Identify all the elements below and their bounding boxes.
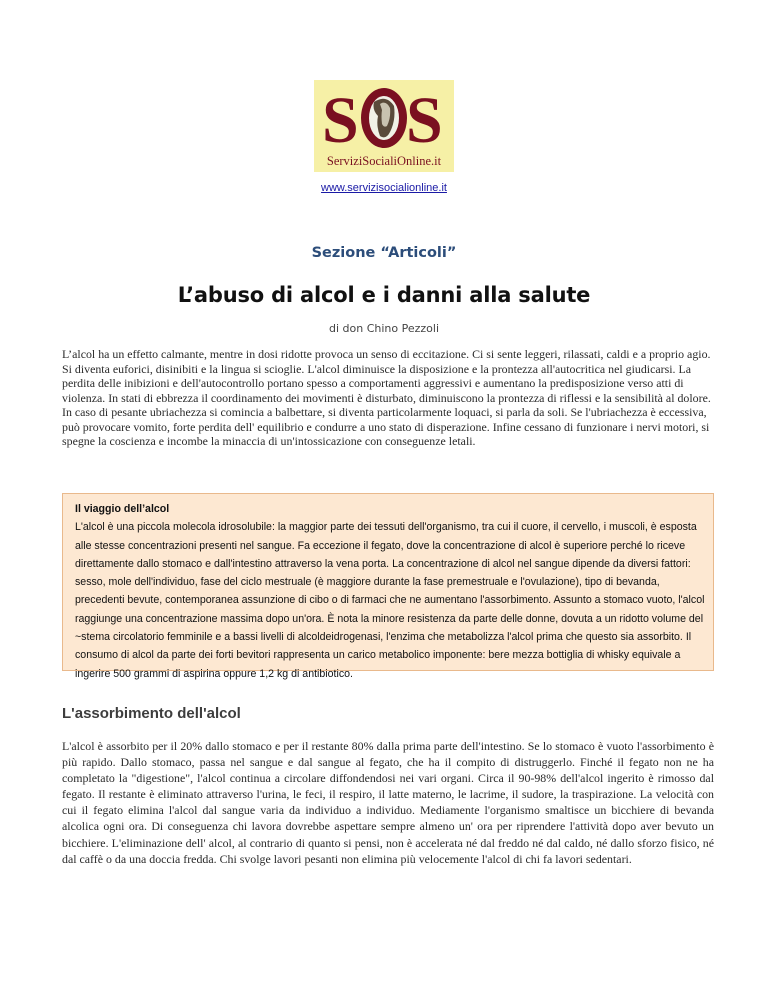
svg-text:S: S xyxy=(406,84,443,157)
info-box xyxy=(62,493,714,680)
intro-paragraph: L’alcol ha un effetto calmante, mentre in dosi ridotte provoca un senso di eccitazione. Ci si sente leggeri, rilassati, caldi e a proprio agio. Si diventa euforici, disinibiti e la lingua si scioglie. L'alcol diminuisce la disposizione e la prontezza all'autocritica nel giudicarsi. La perdita delle inibizioni e dell'autocontrollo portano spesso a comportamenti aggressivi e aumentano la predisposizione verso atti di violenza. In stati di ebbrezza il coordinamento dei movimenti è disturbato, diminuiscono la prontezza di riflessi e la sensibilità al dolore. In caso di pesante ubriachezza si comincia a balbettare, si diventa particolarmente loquaci, si parla da soli. Se l'ubriachezza è eccessiva, può provocare vomito, forte perdita dell' equilibrio e condurre a uno stato di disperazione. Infine cessano di funzionare i nervi motori, si spegne la coscienza e incombe la minaccia di un'intossicazione con conseguenze letali. xyxy=(62,347,711,448)
svg-text:ServiziSocialiOnline.it: ServiziSocialiOnline.it xyxy=(326,154,442,168)
sos-logo-graphic xyxy=(314,80,454,172)
website-url-line xyxy=(0,182,768,194)
section-heading-absorption: L'assorbimento dell'alcol xyxy=(62,705,241,722)
website-link[interactable]: www.servizisocialionline.it xyxy=(321,182,447,194)
article-title: L’abuso di alcol e i danni alla salute xyxy=(177,283,591,307)
info-box-title: Il viaggio dell’alcol xyxy=(75,503,170,515)
svg-text:S: S xyxy=(322,84,359,157)
article-author: di don Chino Pezzoli xyxy=(328,322,440,335)
info-box-text: L'alcol è una piccola molecola idrosolubile: la maggior parte dei tessuti dell'organismo, tra cui il cuore, il cervello, i muscoli, è esposta alle stesse concentrazioni presenti nel sangue. Fa eccezione il fegato, dove la concentrazione di alcol è superiore perché lo riceve direttamente dallo stomaco e dall'intestino attraverso la vena porta. La concentrazione di alcol nel sangue dipende da diversi fattori: sesso, mole dell'individuo, fase del ciclo mestruale (è maggiore durante la fase premestruale e l'ovulazione), tipo di bevanda, precedenti bevute, contemporanea assunzione di cibo o di farmaci che ne aumentano l'assorbimento. Assunto a stomaco vuoto, l'alcol raggiunge una concentrazione massima dopo un'ora. È nota la minore resistenza da parte delle donne, dovuta a un ridotto volume del ~stema circolatorio femminile e a bassi livelli di alcoldeidrogenasi, l'enzima che metabolizza l'alcol prima che questo sia assorbito. Il consumo di alcol da parte dei forti bevitori rappresenta un carico metabolico imponente: bere mezza bottiglia di whisky equivale a ingerire 500 grammi di aspirina oppure 1,2 kg di antibiotico. xyxy=(75,521,705,680)
absorption-paragraph: L'alcol è assorbito per il 20% dallo stomaco e per il restante 80% dalla prima parte dell'intestino. Se lo stomaco è vuoto l'assorbimento è più rapido. Dallo stomaco, passa nel sangue e dal sangue al fegato, che ha il compito di distruggerlo. Finché il fegato non ne ha completato la "digestione", l'alcol continua a circolare diffondendosi nei vari organi. Circa il 90-98% dell'alcol ingerito è rimosso dal fegato. Il restante è eliminato attraverso l'urina, le feci, il respiro, il latte materno, le lacrime, il sudore, la traspirazione. La velocità con cui il fegato elimina l'alcol dal sangue varia da individuo a individuo. Mediamente l'organismo smaltisce un bicchiere di bevanda alcolica ogni ora. Di conseguenza chi lavora dovrebbe aspettare sempre almeno un' ora per riprendere l'attività dopo aver bevuto un bicchiere. L'eliminazione dell' alcol, al contrario di quanto si pensi, non è accelerata né dal freddo né dal caldo, né dallo sforzo fisico, né dal caffè o da una doccia fredda. Chi svolge lavori pesanti non elimina più velocemente l'alcol di chi fa lavori sedentari. xyxy=(62,739,714,866)
sos-logo xyxy=(314,80,454,172)
section-label: Sezione “Articoli” xyxy=(311,245,457,261)
